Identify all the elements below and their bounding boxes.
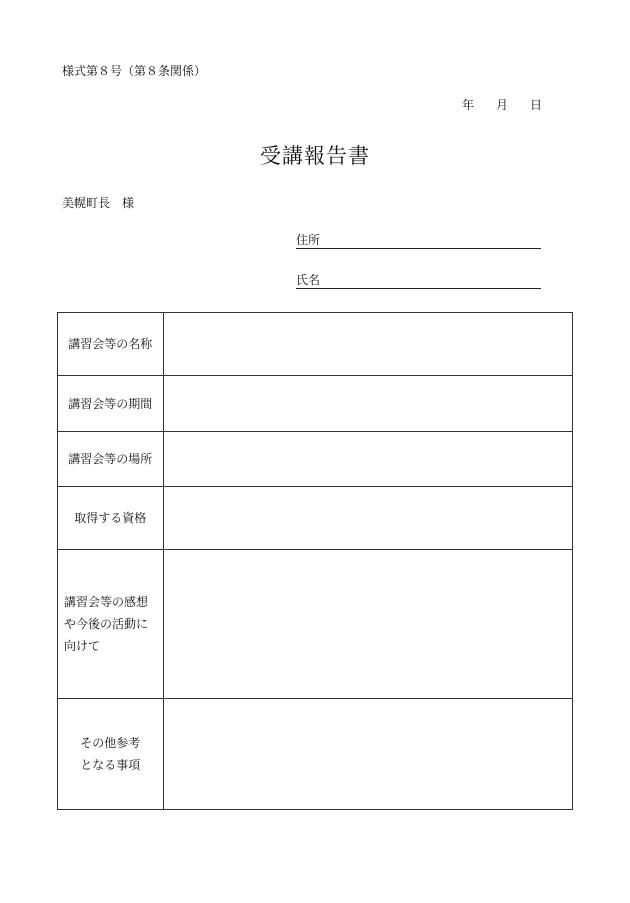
impressions-cell[interactable] [163,550,572,699]
address-field[interactable] [296,232,541,249]
date-month-label: 月 [496,98,509,112]
course-name-cell[interactable] [163,313,572,376]
course-period-cell[interactable] [163,376,572,432]
row-label-course-period: 講習会等の期間 [58,376,164,432]
row-label-course-name: 講習会等の名称 [58,313,164,376]
addressee: 美幌町長 様 [62,196,135,210]
qualification-cell[interactable] [163,487,572,550]
table-row [58,487,573,550]
document-title: 受講報告書 [260,144,370,168]
name-field[interactable] [296,272,541,289]
other-notes-cell[interactable] [163,699,572,810]
name-label: 氏名 [296,273,321,287]
report-table [57,312,573,810]
date-day-label: 日 [530,98,543,112]
table-row [58,550,573,699]
table-row [58,376,573,432]
row-label-qualification: 取得する資格 [58,487,164,550]
row-label-impressions: 講習会等の感想 や今後の活動に 向けて [58,550,164,699]
table-row [58,313,573,376]
date-year-label: 年 [462,98,475,112]
form-number: 様式第８号（第８条関係） [62,64,207,78]
address-label: 住所 [296,233,321,247]
course-place-cell[interactable] [163,432,572,487]
row-label-course-place: 講習会等の場所 [58,432,164,487]
table-row [58,699,573,810]
table-row [58,432,573,487]
date-line [462,96,542,113]
row-label-other-notes: その他参考 となる事項 [58,699,164,810]
